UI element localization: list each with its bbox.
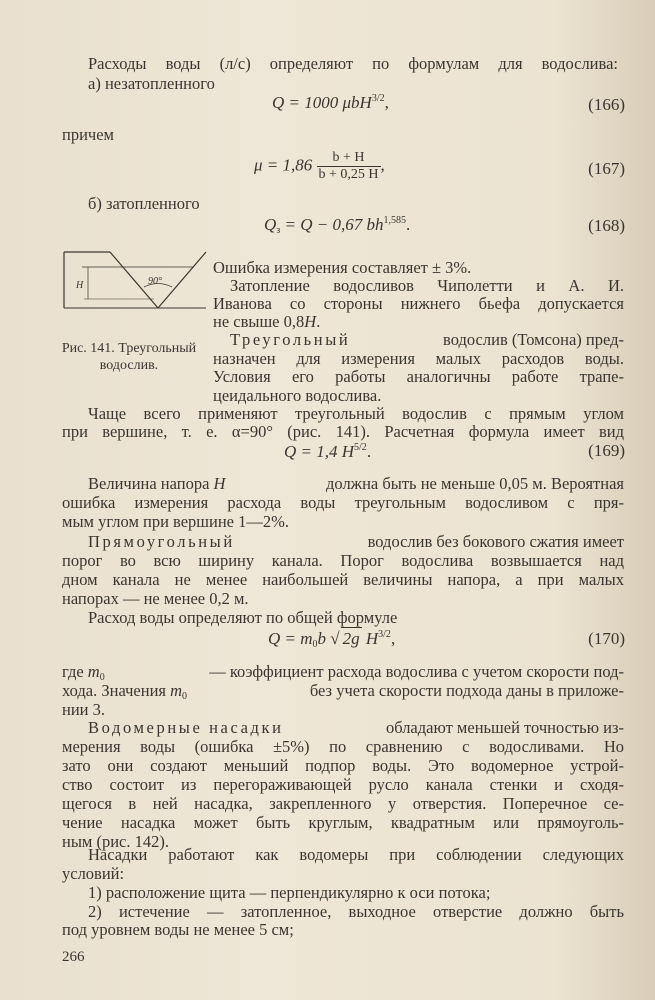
text-line: Чаще всего применяют треугольный водослив с прямым углом — [88, 404, 624, 423]
figure-caption: Рис. 141. Треугольный водослив. — [61, 341, 197, 373]
formula-number-167: (167) — [588, 159, 625, 178]
text-line: ство состоит из перегораживающей русло канала стенки и сходя- — [62, 775, 624, 794]
text-line: ошибка измерения расхода воды треугольным водосливом с пря- — [62, 493, 624, 512]
formula-166: Q = 1000 μbH$^{3/2}$, — [272, 93, 389, 112]
sqrt-symbol: √ — [330, 629, 340, 648]
formula-167: μ = 1,86 $\frac{b + H}{b + 0,25 H}$ , — [254, 150, 385, 182]
text-line: нии 3. — [62, 700, 105, 719]
text-line: причем — [62, 125, 114, 144]
formula-number-169: (169) — [588, 441, 625, 460]
text-line: 1) расположение щита — перпендикулярно к оси потока; — [88, 883, 491, 902]
formula-168: $Q_з = Q - 0,67$ bh$^{1,585}$. — [264, 215, 411, 236]
text-line: назначен для измерения малых расходов воды. — [213, 349, 624, 368]
formula-170: $Q = m_0b$ √ 2g $H^{3/2}$, — [268, 629, 396, 650]
formula-number-168: (168) — [588, 216, 625, 235]
text-line: при вершине, т. е. α=90° (рис. 141). Расчетная формула имеет вид — [62, 422, 624, 441]
text-line: Затопление водосливов Чиполетти и А. И. — [230, 276, 624, 295]
text-line: Треугольный водослив (Томсона) пред- — [230, 330, 624, 349]
text-line: ным (рис. 142). — [62, 832, 170, 851]
text-line: б) затопленного — [88, 194, 200, 213]
text-line: Условия его работы аналогичны работе трапе- — [213, 367, 624, 386]
triangular-weir-figure — [60, 248, 208, 328]
formula-number-166: (166) — [588, 95, 625, 114]
text-line: Насадки работают как водомеры при соблюдении следующих — [88, 845, 624, 864]
text-line: Расходы воды (л/с) определяют по формулам для водослива: — [88, 54, 618, 73]
text-line: Расход воды определяют по общей формуле — [88, 608, 398, 627]
text-line: щегося в ней насадка, закрепленного у отверстия. Поперечное се- — [62, 794, 624, 813]
text-line: напорах — не менее 0,2 м. — [62, 589, 249, 608]
text-line: хода. Значения $m_0$ без учета скорости подхода даны в приложе- — [62, 681, 624, 702]
text-line: не свыше 0,8H. — [213, 312, 321, 331]
text-line: зато они создают меньший подпор воды. Это водомерное устрой- — [62, 756, 624, 775]
text-line: Ошибка измерения составляет ± 3%. — [213, 258, 472, 277]
text-line: Прямоугольный водослив без бокового сжатия имеет — [88, 532, 624, 551]
formula-169: Q = 1,4 $H^{5/2}$. — [284, 442, 372, 461]
text-line: Водомерные насадки обладают меньшей точностью из- — [88, 718, 624, 737]
text-line: цеидального водослива. — [213, 386, 382, 405]
text-line: условий: — [62, 864, 125, 883]
text-line: Иванова со стороны нижнего бьефа допускается — [213, 294, 624, 313]
text-line: Величина напора H должна быть не меньше 0,05 м. Вероятная — [88, 474, 624, 493]
text-line: под уровнем воды не менее 5 см; — [62, 920, 294, 939]
text-line: чение насадка может быть круглым, квадратным или прямоуголь- — [62, 813, 624, 832]
text-line: а) незатопленного — [88, 74, 215, 93]
text-line: 2) истечение — затопленное, выходное отверстие должно быть — [88, 902, 624, 921]
figure-label-H: H — [76, 280, 84, 291]
text-line: где $m_0$ — коэффициент расхода водослива с учетом скорости под- — [62, 662, 624, 683]
text-line: мерения воды (ошибка ±5%) по сравнению с водосливами. Но — [62, 737, 624, 756]
text-line: дном канала не менее наибольшей величины напора, а при малых — [62, 570, 624, 589]
figure-label-angle: 90° — [148, 276, 162, 287]
text-line: порог во всю ширину канала. Порог водослива возвышается над — [62, 551, 624, 570]
text-line: мым углом при вершине 1—2%. — [62, 512, 289, 531]
page-number: 266 — [62, 949, 85, 965]
formula-number-170: (170) — [588, 629, 625, 648]
